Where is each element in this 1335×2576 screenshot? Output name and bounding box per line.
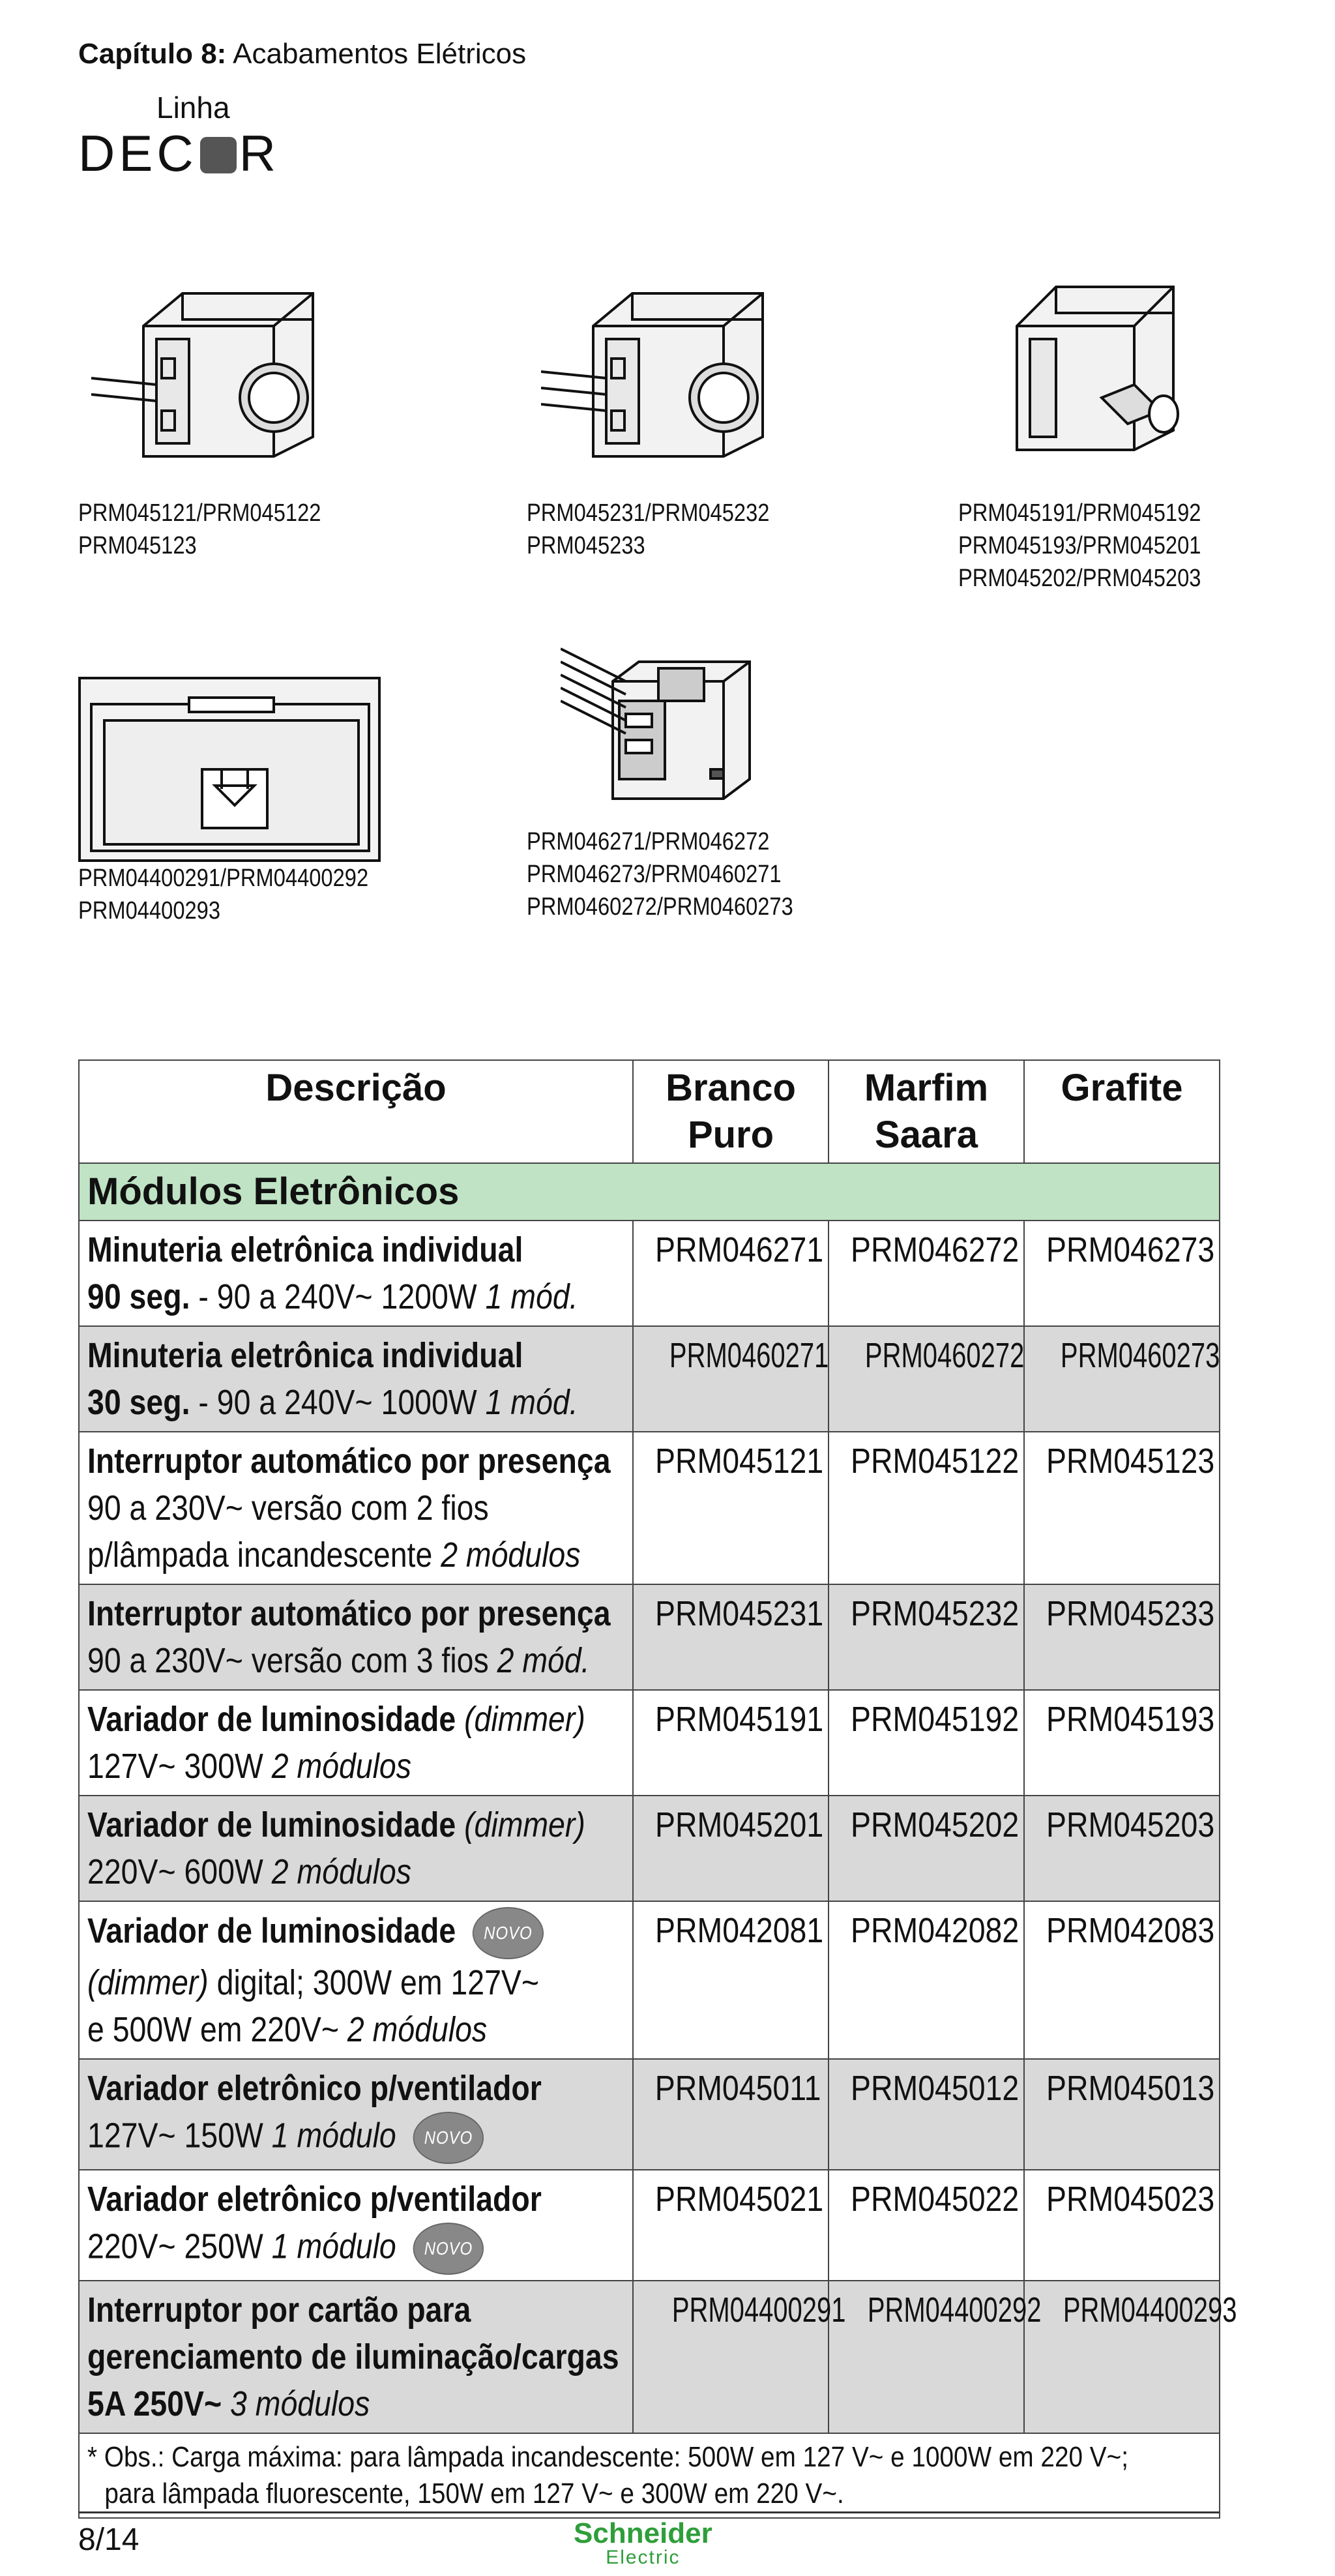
brand-name: Schneider <box>574 2517 712 2549</box>
code-branco: PRM042081 <box>633 1901 829 2059</box>
code-marfim: PRM045122 <box>829 1432 1024 1584</box>
product-codes-2 <box>527 497 769 562</box>
code-marfim: PRM045022 <box>829 2170 1024 2281</box>
product-image-presence-2wire <box>91 267 332 463</box>
header-grafite: Grafite <box>1024 1060 1220 1163</box>
product-code-line: PRM045191/PRM045192 <box>958 499 1201 527</box>
decor-logo-part2: R <box>239 125 280 182</box>
table-row <box>79 2059 1220 2170</box>
code-branco: PRM0460271 <box>633 1326 829 1432</box>
page-number: 8/14 <box>78 2523 139 2557</box>
code-branco: PRM045191 <box>633 1690 829 1796</box>
product-code-line: PRM045202/PRM045203 <box>958 565 1201 592</box>
row-description: Variador de luminosidade (dimmer) 127V~ 300W 2 módulos <box>79 1690 633 1796</box>
product-code-line: PRM0460272/PRM0460273 <box>527 893 793 921</box>
code-grafite: PRM045013 <box>1024 2059 1220 2170</box>
product-code-line: PRM045123 <box>78 532 197 559</box>
row-description: Minuteria eletrônica individual 30 seg. - 90 a 240V~ 1000W 1 mód. <box>79 1326 633 1432</box>
product-code-line: PRM045121/PRM045122 <box>78 499 321 527</box>
brand-sub: Electric <box>606 2547 681 2568</box>
table-header-row <box>79 1060 1220 1163</box>
table-row <box>79 1690 1220 1796</box>
product-table <box>78 1059 1237 2519</box>
decor-square-o <box>200 137 237 173</box>
product-codes-1 <box>78 497 321 562</box>
row-description: Variador eletrônico p/ventilador 127V~ 150W 1 módulo NOVO <box>79 2059 633 2170</box>
table-row <box>79 1901 1220 2059</box>
code-branco: PRM046271 <box>633 1221 829 1326</box>
chapter-name: Acabamentos Elétricos <box>233 38 527 70</box>
linha-label: Linha <box>156 91 230 125</box>
row-description: Interruptor automático por presença 90 a 230V~ versão com 2 fios p/lâmpada incandescente 2 módulos <box>79 1432 633 1584</box>
row-description: Variador de luminosidade (dimmer) 220V~ 600W 2 módulos <box>79 1796 633 1901</box>
code-grafite: PRM045193 <box>1024 1690 1220 1796</box>
code-branco: PRM04400291 <box>633 2281 829 2433</box>
header-marfim-saara-label: Marfim Saara <box>864 1067 989 1156</box>
note-text <box>79 2433 1220 2518</box>
product-image-card-switch <box>78 672 385 867</box>
code-marfim: PRM045232 <box>829 1584 1024 1690</box>
product-codes-5 <box>527 825 793 923</box>
code-grafite: PRM045123 <box>1024 1432 1220 1584</box>
product-code-line: PRM045233 <box>527 532 645 559</box>
row-description: Variador de luminosidade NOVO (dimmer) digital; 300W em 127V~ e 500W em 220V~ 2 módulos <box>79 1901 633 2059</box>
row-description: Variador eletrônico p/ventilador 220V~ 250W 1 módulo NOVO <box>79 2170 633 2281</box>
decor-logo <box>78 125 280 182</box>
header-branco-puro <box>633 1060 829 1163</box>
product-code-line: PRM046273/PRM0460271 <box>527 861 782 888</box>
product-code-line: PRM046271/PRM046272 <box>527 828 770 855</box>
product-code-line: PRM04400293 <box>78 897 221 925</box>
product-image-dimmer <box>991 261 1212 456</box>
code-grafite: PRM045023 <box>1024 2170 1220 2281</box>
code-branco: PRM045121 <box>633 1432 829 1584</box>
row-description: Minuteria eletrônica individual 90 seg. - 90 a 240V~ 1200W 1 mód. <box>79 1221 633 1326</box>
product-image-timer <box>561 636 769 812</box>
table-row <box>79 2170 1220 2281</box>
table-row <box>79 1221 1220 1326</box>
novo-badge: NOVO <box>413 2112 484 2164</box>
note-line-1: * Obs.: Carga máxima: para lâmpada incandescente: 500W em 127 V~ e 1000W em 220 V~; <box>87 2441 1128 2473</box>
code-branco: PRM045021 <box>633 2170 829 2281</box>
table-row <box>79 2281 1220 2433</box>
table-row <box>79 1432 1220 1584</box>
code-marfim: PRM045202 <box>829 1796 1024 1901</box>
code-grafite: PRM042083 <box>1024 1901 1220 2059</box>
product-codes-3 <box>958 497 1201 595</box>
note-row <box>79 2433 1220 2518</box>
code-marfim: PRM042082 <box>829 1901 1024 2059</box>
code-marfim: PRM0460272 <box>829 1326 1024 1432</box>
table-row <box>79 1326 1220 1432</box>
chapter-title <box>78 38 526 70</box>
header-descricao: Descrição <box>79 1060 633 1163</box>
product-code-line: PRM04400291/PRM04400292 <box>78 865 369 892</box>
chapter-label: Capítulo 8: <box>78 38 227 70</box>
code-branco: PRM045201 <box>633 1796 829 1901</box>
section-row <box>79 1163 1220 1221</box>
row-description: Interruptor automático por presença 90 a 230V~ versão com 3 fios 2 mód. <box>79 1584 633 1690</box>
footer-divider <box>78 2511 1219 2513</box>
decor-logo-part1: DEC <box>78 125 198 182</box>
row-description: Interruptor por cartão para gerenciamento de iluminação/cargas 5A 250V~ 3 módulos <box>79 2281 633 2433</box>
table-row <box>79 1584 1220 1690</box>
header-branco-puro-label: Branco Puro <box>666 1067 796 1156</box>
code-marfim: PRM045192 <box>829 1690 1024 1796</box>
code-grafite: PRM046273 <box>1024 1221 1220 1326</box>
product-codes-4 <box>78 862 368 927</box>
novo-badge: NOVO <box>413 2223 484 2275</box>
code-grafite: PRM04400293 <box>1024 2281 1220 2433</box>
product-image-presence-3wire <box>541 267 782 463</box>
novo-badge: NOVO <box>473 1907 544 1959</box>
code-branco: PRM045231 <box>633 1584 829 1690</box>
product-code-line: PRM045193/PRM045201 <box>958 532 1201 559</box>
code-marfim: PRM045012 <box>829 2059 1024 2170</box>
code-grafite: PRM045233 <box>1024 1584 1220 1690</box>
code-grafite: PRM045203 <box>1024 1796 1220 1901</box>
code-grafite: PRM0460273 <box>1024 1326 1220 1432</box>
schneider-logo <box>574 2519 712 2568</box>
note-line-2: para lâmpada fluorescente, 150W em 127 V~ e 300W em 220 V~. <box>104 2478 844 2509</box>
section-title: Módulos Eletrônicos <box>79 1163 1220 1221</box>
product-code-line: PRM045231/PRM045232 <box>527 499 770 527</box>
code-marfim: PRM04400292 <box>829 2281 1024 2433</box>
header-marfim-saara <box>829 1060 1024 1163</box>
code-marfim: PRM046272 <box>829 1221 1024 1326</box>
code-branco: PRM045011 <box>633 2059 829 2170</box>
table-row <box>79 1796 1220 1901</box>
